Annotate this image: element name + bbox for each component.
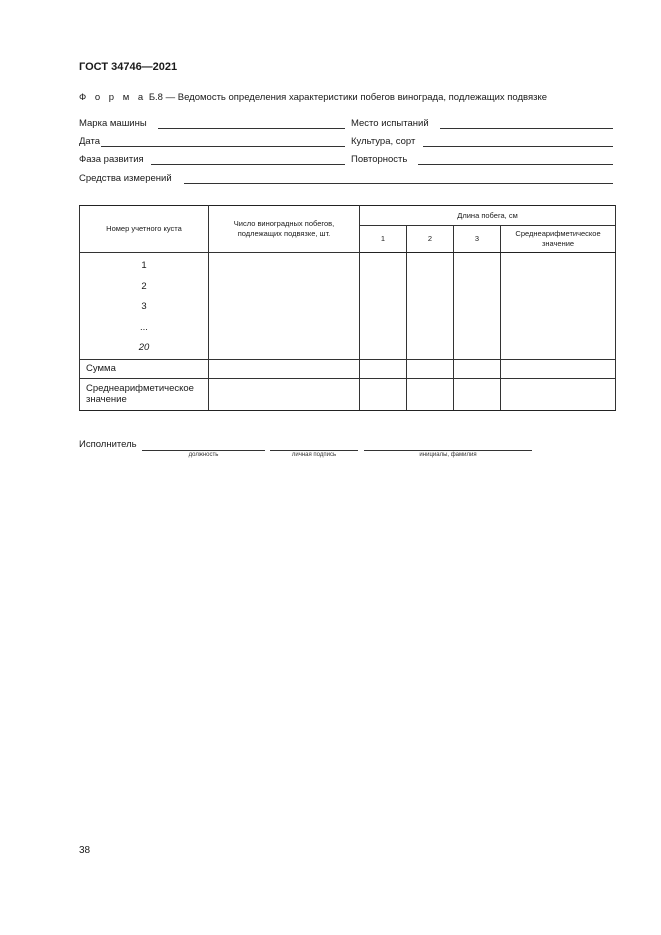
data-cell[interactable] [209,359,360,378]
form-title [79,92,547,103]
data-cell[interactable] [501,378,616,410]
measurement-table [79,205,616,411]
name-line[interactable] [364,450,532,451]
position-caption: должность [188,452,219,458]
machine-brand-line[interactable] [158,128,345,129]
subheader-mean: Среднеарифметическое значение [501,226,616,253]
data-cell[interactable] [454,253,501,360]
signature-line[interactable] [270,450,358,451]
bush-number: 1 [141,260,147,271]
form-prefix: Ф о р м а [79,92,147,103]
growth-phase-label: Фаза развития [79,154,144,165]
crop-variety-line[interactable] [423,146,613,147]
data-cell[interactable] [209,378,360,410]
position-line[interactable] [142,450,265,451]
name-caption: инициалы, фамилия [419,452,477,458]
date-line[interactable] [101,146,345,147]
measuring-tools-line[interactable] [184,183,613,184]
subheader-2: 2 [407,226,454,253]
header-shoot-count: Число виноградных побегов, подлежащих подвязке, шт. [209,206,360,253]
data-cell[interactable] [407,253,454,360]
data-cell[interactable] [501,359,616,378]
data-cell[interactable] [360,359,407,378]
machine-brand-label: Марка машины [79,118,147,129]
bush-number: 3 [141,301,147,312]
test-site-line[interactable] [440,128,613,129]
bush-number: 2 [141,280,147,292]
date-label: Дата [79,136,101,147]
data-cell[interactable] [407,378,454,410]
data-cell[interactable] [360,253,407,360]
form-number: Б.8 [148,92,163,103]
data-cell[interactable] [360,378,407,410]
signature-caption: личная подпись [291,452,337,458]
data-cell[interactable] [454,378,501,410]
subheader-3: 3 [454,226,501,253]
measuring-tools-label: Средства измерений [79,173,172,184]
header-shoot-length: Длина побега, см [360,206,616,226]
header-bush-number: Номер учетного куста [80,206,209,253]
executor-label: Исполнитель [79,439,137,450]
sum-row-label: Сумма [80,359,209,378]
growth-phase-line[interactable] [151,164,345,165]
bush-numbers-cell [80,253,209,360]
document-code: ГОСТ 34746—2021 [79,61,178,73]
form-title-text: — Ведомость определения характеристики побегов винограда, подлежащих подвязке [165,92,548,103]
data-cell[interactable] [407,359,454,378]
subheader-1: 1 [360,226,407,253]
bush-number: ... [140,321,148,333]
bush-number: 20 [138,342,150,353]
data-cell[interactable] [209,253,360,360]
mean-row-label: Среднеарифметическое значение [80,378,209,410]
replication-label: Повторность [351,154,408,165]
crop-variety-label: Культура, сорт [351,136,416,147]
replication-line[interactable] [418,164,613,165]
data-cell[interactable] [501,253,616,360]
data-cell[interactable] [454,359,501,378]
page-number: 38 [79,845,91,856]
test-site-label: Место испытаний [351,118,429,129]
